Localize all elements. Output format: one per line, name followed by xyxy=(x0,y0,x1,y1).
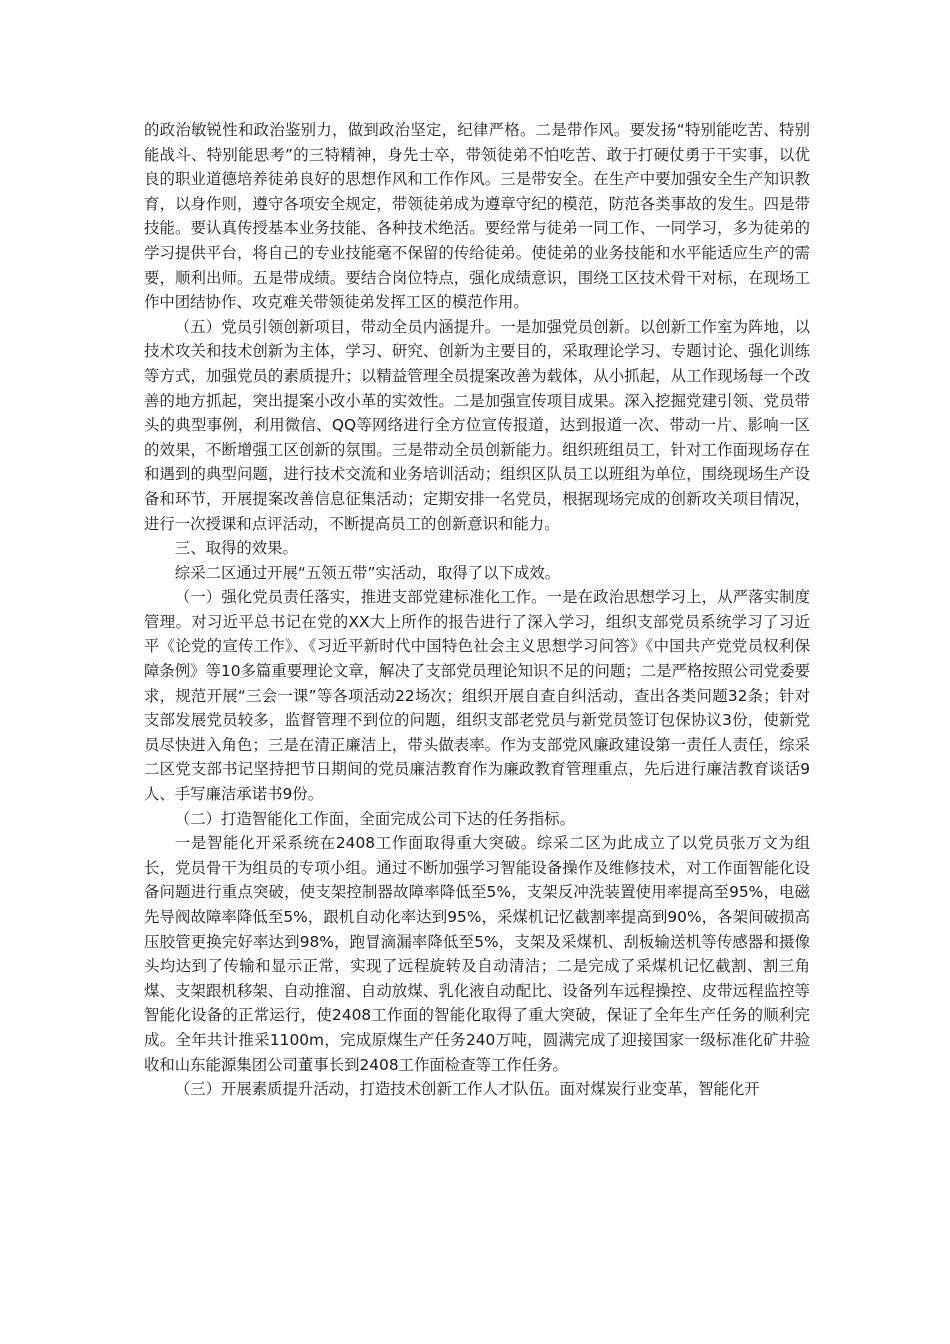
paragraph-innovation-projects: （五）党员引领创新项目，带动全员内涵提升。一是加强党员创新。以创新工作室为阵地，以技术攻关和技术创新为主体，学习、研究、创新为主要目的，采取理论学习、专题讨论、强化训练等方式，加强党员的素质提升；以精益管理全员提案改善为载体，从小抓起，从工作现场每一个改善的地方抓起，突出提案小改小革的实效性。二是加强宣传项目成果。深入挖掘党建引领、党员带头的典型事例，利用微信、QQ等网络进行全方位宣传报道，达到报道一次、带动一片、影响一区的效果，不断增强工区创新的氛围。三是带动全员创新能力。组织班组员工，针对工作面现场存在和遇到的典型问题，进行技术交流和业务培训活动；组织区队员工以班组为单位，围绕现场生产设备和环节，开展提案改善信息征集活动；定期安排一名党员，根据现场完成的创新攻关项目情况，进行一次授课和点评活动，不断提高员工的创新意识和能力。 xyxy=(144,317,810,533)
document-page xyxy=(144,118,810,1102)
paragraph-mentor-duties: 的政治敏锐性和政治鉴别力，做到政治坚定，纪律严格。二是带作风。要发扬“特别能吃苦、特别能战斗、特别能思考”的三特精神，身先士卒，带领徒弟不怕吃苦、敢于打硬仗勇于干实事，以优良的职业道德培养徒弟良好的思想作风和工作作风。三是带安全。在生产中要加强安全生产知识教育，以身作则，遵守各项安全规定，带领徒弟成为遵章守纪的模范，防范各类事故的发生。四是带技能。要认真传授基本业务技能、各种技术绝活。要经常与徒弟一同工作、一同学习，多为徒弟的学习提供平台，将自己的专业技能毫不保留的传给徒弟。使徒弟的业务技能和水平能适应生产的需要，顺利出师。五是带成绩。要结合岗位特点，强化成绩意识，围绕工区技术骨干对标，在现场工作中团结协作、攻克难关带领徒弟发挥工区的模范作用。 xyxy=(144,121,810,312)
paragraph-results-intro: 综采二区通过开展“五领五带”实活动，取得了以下成效。 xyxy=(174,563,561,582)
paragraph-quality-improvement: （三）开展素质提升活动，打造技术创新工作人才队伍。面对煤炭行业变革，智能化开 xyxy=(174,1080,760,1099)
paragraph-party-responsibility: （一）强化党员责任落实，推进支部党建标准化工作。一是在政治思想学习上，从严落实制度管理。对习近平总书记在党的XX大上所作的报告进行了深入学习，组织支部党员系统学习了习近平《论党的宣传工作》、《习近平新时代中国特色社会主义思想学习问答》《中国共产党党员权利保障条例》等10多篇重要理论文章，解决了支部党员理论知识不足的问题；二是严格按照公司党委要求，规范开展“三会一课”等各项活动22场次；组织开展自查自纠活动，查出各类问题32条；针对支部发展党员较多，监督管理不到位的问题，组织支部老党员与新党员签订包保协议3份，使新党员尽快进入角色；三是在清正廉洁上，带头做表率。作为支部党风廉政建设第一责任人责任，综采二区党支部书记坚持把节日期间的党员廉洁教育作为廉政教育管理重点，先后进行廉洁教育谈话9人、手写廉洁承诺书9份。 xyxy=(144,588,810,804)
paragraph-intelligent-mining: 一是智能化开采系统在2408工作面取得重大突破。综采二区为此成立了以党员张万文为组长，党员骨干为组员的专项小组。通过不断加强学习智能设备操作及维修技术，对工作面智能化设备问题进行重点突破，使支架控制器故障率降低至5%，支架反冲洗装置使用率提高至95%，电磁先导阀故障率降低至5%，跟机自动化率达到95%，采煤机记忆截割率提高到90%，各架间破损高压胶管更换完好率达到98%，跑冒滴漏率降低至5%，支架及采煤机、刮板输送机等传感器和摄像头均达到了传输和显示正常，实现了远程旋转及自动清洁；二是完成了采煤机记忆截割、割三角煤、支架跟机移架、自动推溜、自动放煤、乳化液自动配比、设备列车远程操控、皮带远程监控等智能化设备的正常运行，使2408工作面的智能化取得了重大突破，保证了全年生产任务的顺利完成。全年共计推采1100m，完成原煤生产任务240万吨，圆满完成了迎接国家一级标准化矿井验收和山东能源集团公司董事长到2408工作面检查等工作任务。 xyxy=(144,834,810,1074)
section-heading-results: 三、取得的效果。 xyxy=(174,539,298,558)
paragraph-intelligent-face-heading: （二）打造智能化工作面，全面完成公司下达的任务指标。 xyxy=(174,809,575,828)
